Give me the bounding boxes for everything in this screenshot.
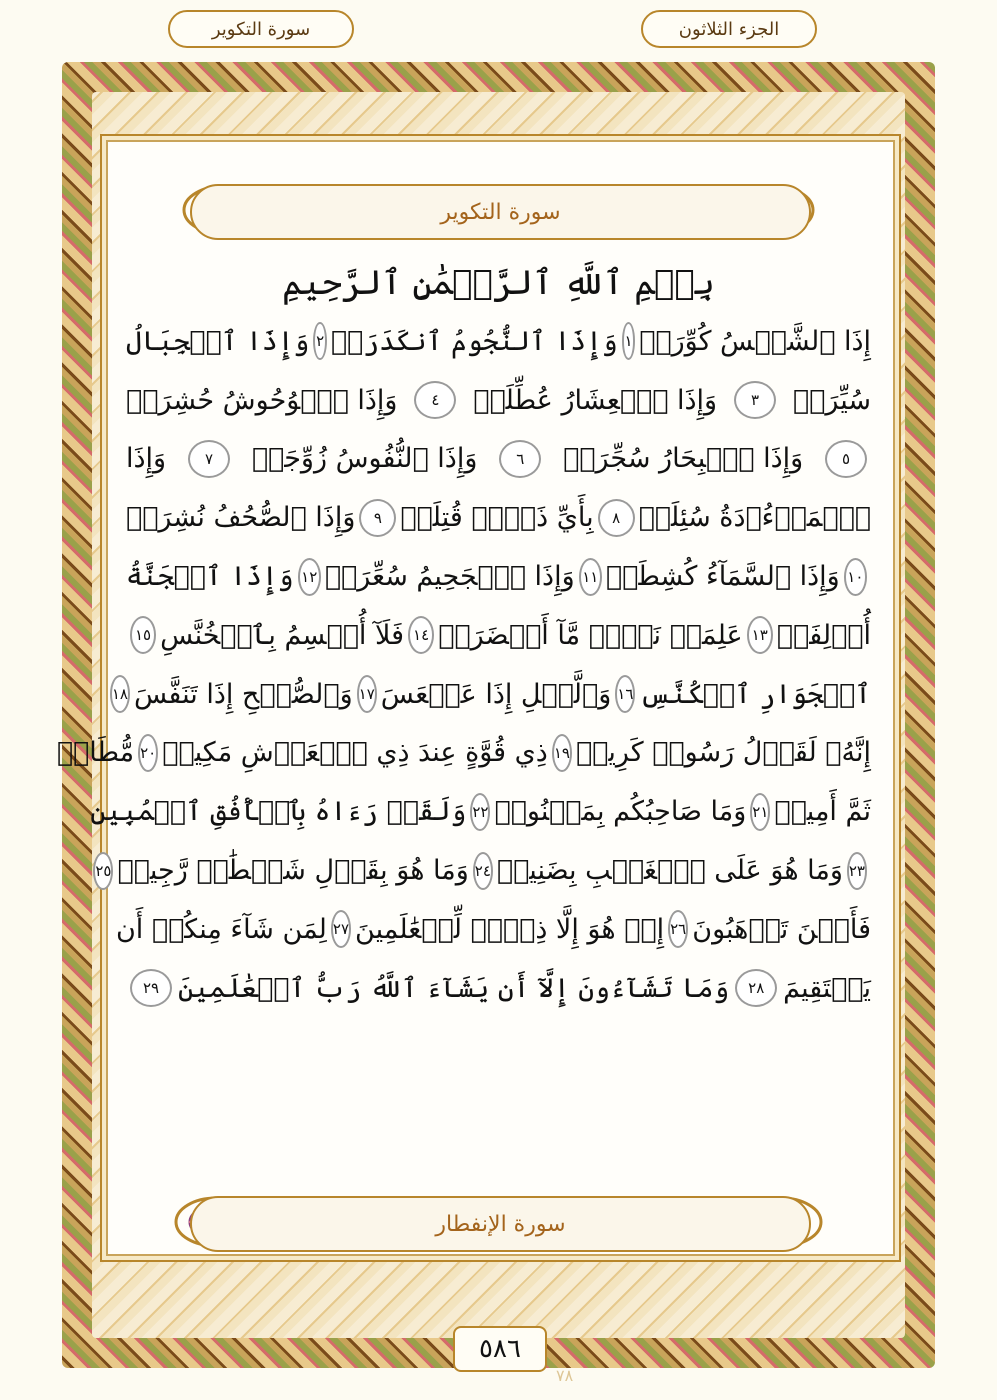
ayah-number-marker: ٨ xyxy=(598,499,635,537)
verse-text: عَلِمَتۡ نَفۡسٞ مَّآ أَحۡضَرَتۡ xyxy=(438,619,743,651)
ayah-number-marker: ١٢ xyxy=(298,558,321,596)
ayah-number-marker: ١٦ xyxy=(615,675,635,713)
next-surah-banner: سورة الإنفطار xyxy=(190,1196,811,1252)
verse-text: مُّطَاعٖ xyxy=(56,737,135,769)
verse-text: فَلَآ أُقۡسِمُ بِٱلۡخُنَّسِ xyxy=(160,619,405,651)
ayah-number-marker: ١٧ xyxy=(357,675,377,713)
verse-text: وَمَا تَشَآءُونَ إِلَّآ أَن يَشَآءَ ٱللَّهُ رَبُّ ٱلۡعَٰلَمِينَ xyxy=(177,972,730,1004)
verse-text: ٱلۡجَوَارِ ٱلۡكُنَّسِ xyxy=(639,678,871,710)
faint-number: ٧٨ xyxy=(556,1366,574,1385)
ayah-number-marker: ٢٧ xyxy=(331,910,351,948)
ayah-number-marker: ٢٠ xyxy=(138,734,158,772)
ayah-number-marker: ١٣ xyxy=(747,616,773,654)
ayah-number-marker: ١٩ xyxy=(552,734,572,772)
verse-line xyxy=(56,724,871,783)
verse-line xyxy=(126,488,871,547)
ayah-number-marker: ١٠ xyxy=(844,558,867,596)
verse-text: وَإِذَا ٱلنُّجُومُ ٱنكَدَرَتۡ xyxy=(330,325,618,357)
ayah-number-marker: ١٥ xyxy=(130,616,156,654)
ayah-number-marker: ٢٥ xyxy=(93,852,113,890)
verse-text: بِأَيِّ ذَنۢبٖ قُتِلَتۡ xyxy=(400,502,594,534)
ayah-number-marker: ٢٢ xyxy=(470,793,490,831)
verse-text: وَٱلَّيۡلِ إِذَا عَسۡعَسَ xyxy=(380,678,612,710)
ayah-number-marker: ١٨ xyxy=(110,675,130,713)
basmala: بِسۡمِ ٱللَّهِ ٱلرَّحۡمَٰنِ ٱلرَّحِيمِ xyxy=(282,263,715,303)
verse-text: وَإِذَا xyxy=(126,443,167,475)
verse-text: ذِي قُوَّةٍ عِندَ ذِي ٱلۡعَرۡشِ مَكِينٖ xyxy=(162,737,548,769)
verse-line xyxy=(115,900,871,959)
ayah-number-marker: ٩ xyxy=(359,499,396,537)
verse-line xyxy=(126,606,871,665)
verse-text: ثَمَّ أَمِينٖ xyxy=(774,796,871,828)
ayah-number-marker: ١ xyxy=(622,322,635,360)
verse-line xyxy=(126,312,871,371)
ayah-number-marker: ٣ xyxy=(734,381,776,419)
verse-text: وَمَا صَاحِبُكُم بِمَجۡنُونٖ xyxy=(494,796,747,828)
verse-text: وَلَقَدۡ رَءَاهُ بِٱلۡأُفُقِ ٱلۡمُبِينِ xyxy=(90,796,467,828)
verse-text: سُيِّرَتۡ xyxy=(792,384,871,416)
page-number: ٥٨٦ xyxy=(453,1326,547,1372)
verse-text: وَإِذَا ٱلۡوُحُوشُ حُشِرَتۡ xyxy=(126,384,398,416)
verse-text: وَٱلصُّبۡحِ إِذَا تَنَفَّسَ xyxy=(134,678,353,710)
ayah-number-marker: ٢٤ xyxy=(473,852,493,890)
verse-text: يَسۡتَقِيمَ xyxy=(783,972,871,1004)
verse-line xyxy=(90,782,871,841)
verse-text: وَإِذَا ٱلصُّحُفُ نُشِرَتۡ xyxy=(126,502,356,534)
verse-text: وَإِذَا ٱلۡجَحِيمُ سُعِّرَتۡ xyxy=(324,561,575,593)
verse-line xyxy=(126,430,871,489)
ayah-number-marker: ٥ xyxy=(825,440,867,478)
ayah-number-marker: ٦ xyxy=(499,440,541,478)
verse-line xyxy=(95,841,871,900)
verse-text: إِذَا ٱلشَّمۡسُ كُوِّرَتۡ xyxy=(639,325,871,357)
ayah-number-marker: ٢٩ xyxy=(130,969,172,1007)
ayah-number-marker: ٢ xyxy=(313,322,326,360)
ayah-number-marker: ٢٦ xyxy=(668,910,688,948)
verse-text: فَأَيۡنَ تَذۡهَبُونَ xyxy=(692,913,871,945)
ayah-number-marker: ١٤ xyxy=(408,616,434,654)
verse-line xyxy=(126,959,871,1018)
verse-text: وَمَا هُوَ عَلَى ٱلۡغَيۡبِ بِضَنِينٖ xyxy=(496,855,843,887)
verse-text: ٱلۡمَوۡءُۥدَةُ سُئِلَتۡ xyxy=(638,502,871,534)
ayah-number-marker: ٢٨ xyxy=(735,969,777,1007)
verses-block xyxy=(56,312,871,1018)
verse-text: وَمَا هُوَ بِقَوۡلِ شَيۡطَٰنٖ رَّجِيمٖ xyxy=(117,855,469,887)
verse-line xyxy=(126,371,871,430)
verse-text: وَإِذَا ٱلۡعِشَارُ عُطِّلَتۡ xyxy=(473,384,718,416)
verse-text: وَإِذَا ٱلسَّمَآءُ كُشِطَتۡ xyxy=(605,561,840,593)
surah-header-label: سورة التكوير xyxy=(168,10,354,48)
ayah-number-marker: ٢١ xyxy=(750,793,770,831)
ayah-number-marker: ٢٣ xyxy=(847,852,867,890)
juz-label: الجزء الثلاثون xyxy=(641,10,817,48)
surah-title-banner: سورة التكوير xyxy=(190,184,811,240)
ayah-number-marker: ٤ xyxy=(414,381,456,419)
verse-line xyxy=(111,665,871,724)
verse-text: وَإِذَا ٱلنُّفُوسُ زُوِّجَتۡ xyxy=(251,443,478,475)
ayah-number-marker: ٧ xyxy=(188,440,230,478)
verse-text: أُزۡلِفَتۡ xyxy=(776,619,871,651)
verse-text: وَإِذَا ٱلۡجَنَّةُ xyxy=(126,561,294,593)
ayah-number-marker: ١١ xyxy=(579,558,602,596)
verse-text: لِمَن شَآءَ مِنكُمۡ أَن xyxy=(115,913,327,945)
verse-text: وَإِذَا ٱلۡبِحَارُ سُجِّرَتۡ xyxy=(563,443,804,475)
verse-text: إِنۡ هُوَ إِلَّا ذِكۡرٞ لِّلۡعَٰلَمِينَ xyxy=(355,913,665,945)
verse-text: وَإِذَا ٱلۡجِبَالُ xyxy=(126,325,310,357)
verse-text: إِنَّهُۥ لَقَوۡلُ رَسُولٖ كَرِيمٖ xyxy=(575,737,871,769)
verse-line xyxy=(126,547,871,606)
